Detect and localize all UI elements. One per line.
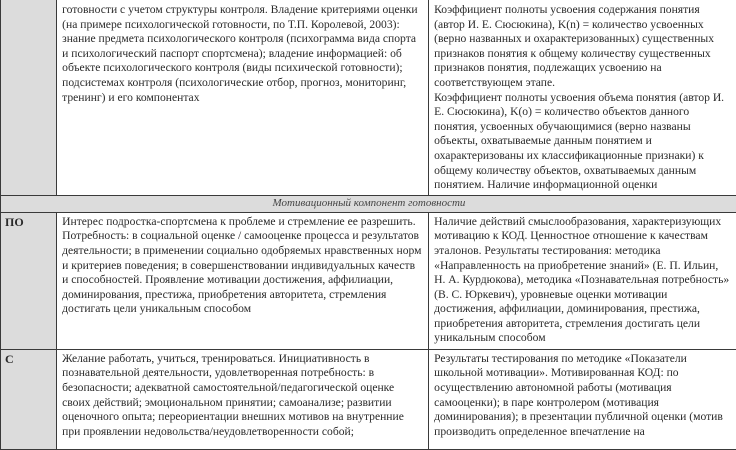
row-label-cell <box>1 0 57 195</box>
indicators-cell: Наличие действий смыслообразования, характеризующих мотивацию к КОД. Ценностное отношение к качествам эталонов. Результаты тестирования: методика «Направленность на приобретение знаний» (Е. П. Ильин, Н. А. Курдюкова), методика «Познавательная потребность» (В. С. Юркевич), уровневые оценки мотивации достижения, аффилиации, доминирования, престижа, приобретения авторитета, стремления достигать цели уникальным способом <box>429 212 736 349</box>
criteria-cell: Интерес подростка-спортсмена к проблеме и стремление ее разрешить. Потребность: в социальной оценке / самооценке процесса и результатов деятельности; в применении социально одобряемых нравственных норм и критериев поведения; в совершенствовании индивидуальных качеств и способностей. Проявление мотивации достижения, аффилиации, доминирования, престижа, приобретения авторитета, стремления достигать цели уникальным способом <box>57 212 429 349</box>
indicators-text-volume: Коэффициент полноты усвоения объема понятия (автор И. Е. Сюсюкина), K(o) = количество объектов данного понятия, усвоенных обучающимися (верно названы объекты, охватываемые данным понятием и охарактеризованы их классификационные признаки) к общему количеству объектов, охватываемых данным понятием. Наличие информационной оценки <box>434 91 732 193</box>
table-row <box>1 349 736 449</box>
table-row <box>1 212 736 349</box>
row-label-po: ПО <box>1 212 57 349</box>
section-header-motivational: Мотивационный компонент готовности <box>1 195 736 212</box>
table-row <box>1 0 736 195</box>
criteria-text: готовности с учетом структуры контроля. Владение критериями оценки (на примере психологической готовности, по Т.П. Королевой, 2003): знание предмета психологического контроля (психограмма вида спорта и психологический паспорт спортсмена); владение информацией: об объекте психологического контроля (виды психической готовности); подсистемах контроля (психологические отбор, прогноз, мониторинг, тренинг) и его компонентах <box>62 3 423 105</box>
criteria-cell: Желание работать, учиться, тренироваться. Инициативность в познавательной деятельности, удовлетворенная потребность: в безопасности; адекватной самостоятельной/педагогической оценке своих действий; эмоциональном принятии; самоанализе; развитии оценочного опыта; переориентации внешних мотивов на внутренние при проявлении недовольства/неудовлетворенности собой; <box>57 349 429 449</box>
section-header-row <box>1 195 736 212</box>
row-label-c: С <box>1 349 57 449</box>
indicators-cell: Результаты тестирования по методике «Показатели школьной мотивации». Мотивированная КОД: по осуществлению автономной работы (мотивация самооценки); в паре контролером (мотивация доминирования); в презентации публичной оценки (мотив производить определенное впечатление на <box>429 349 736 449</box>
indicators-cell <box>429 0 736 195</box>
criteria-cell <box>57 0 429 195</box>
indicators-text-content: Коэффициент полноты усвоения содержания понятия (автор И. Е. Сюсюкина), K(n) = количество усвоенных (верно названных и охарактеризованных) существенных признаков понятия к общему количеству существенных признаков понятия, подлежащих усвоению на соответствующем этапе. <box>434 3 732 91</box>
